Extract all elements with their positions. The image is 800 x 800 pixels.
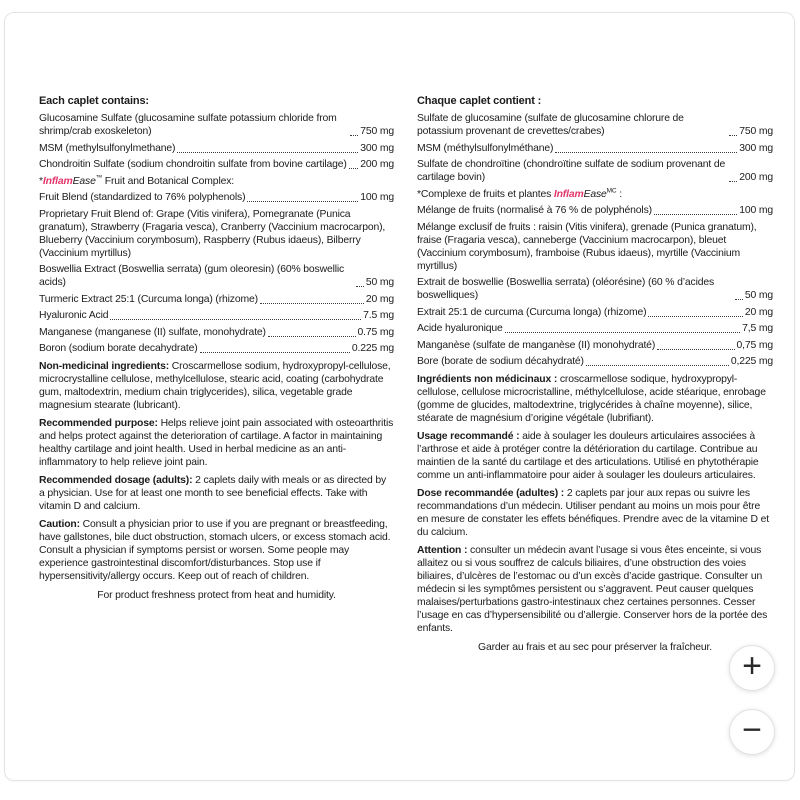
paragraph-text: 2 caplets daily with meals or as directed by a physician. Use for at least one month to see beneficial effects. Take with vitamin D and calcium.	[39, 475, 387, 512]
brand-inflam: Inflam	[42, 175, 73, 187]
ingredient-name: Sulfate de chondroïtine (chondroïtine sulfate de sodium provenant de cartilage bovin)	[417, 159, 726, 183]
ingredient-name: MSM (methylsulfonylmethane)	[39, 142, 176, 154]
paragraph-purpose	[417, 430, 773, 482]
column-heading-en: Each caplet contains:	[39, 95, 149, 107]
paragraph-text: Croscarmellose sodium, hydroxypropyl-cellulose, microcrystalline cellulose, methylcellulose, stearic acid, coating (carbohydrate gum, maltodextrin, medium chain triglycerides), silica, vegetable grade magnesium stearate (lubricant).	[39, 361, 391, 411]
dot-leader	[555, 152, 737, 153]
paragraph-dosage	[39, 474, 394, 513]
ingredient-row	[417, 339, 773, 352]
dot-leader	[356, 286, 364, 287]
ingredient-row	[417, 276, 773, 302]
ingredient-name: Boron (sodium borate decahydrate)	[39, 343, 198, 354]
trademark-mark: MC	[606, 187, 617, 195]
proprietary-blend-text: Proprietary Fruit Blend of: Grape (Vitis vinifera), Pomegranate (Punica granatum), Strawberry (Fragaria vesca), Cranberry (Vaccinium macrocarpon), Blueberry (Vaccinium corymbosum), Raspberry (Rubus idaeus), Bilberry (Vaccinium myrtillus)	[39, 208, 386, 259]
paragraph-caution	[417, 544, 773, 635]
ingredient-name: Chondroitin Sulfate (sodium chondroitin sulfate from bovine cartilage)	[39, 159, 347, 170]
dot-leader	[657, 349, 734, 350]
complex-prefix: *	[39, 175, 43, 187]
ingredient-row	[39, 326, 394, 339]
ingredient-value: 750 mg	[739, 126, 773, 137]
dot-leader	[110, 319, 361, 320]
complex-rest: :	[616, 188, 622, 200]
dot-leader	[648, 316, 742, 317]
column-heading-fr: Chaque caplet contient :	[417, 95, 542, 107]
dot-leader	[350, 135, 358, 136]
dot-leader	[735, 299, 743, 300]
paragraph-dosage	[417, 487, 773, 539]
ingredient-value: 100 mg	[360, 192, 394, 203]
ingredient-name: Manganese (manganese (II) sulfate, monohydrate)	[39, 326, 266, 338]
paragraph-label: Attention :	[417, 545, 468, 556]
french-column	[417, 95, 773, 654]
ingredient-value: 0,225 mg	[730, 356, 773, 367]
paragraph-text: aide à soulager les douleurs articulaires associées à l’arthrose et aide à protéger contre la détérioration du cartilage. Contribue au maintien de la santé du cartilage et des articulations. Utilisé en phytothérapie comme un anti-inflammatoire pour aider à soulager les douleurs articulaires.	[417, 431, 759, 481]
ingredient-name: Sulfate de glucosamine (sulfate de glucosamine chlorure de potassium provenant de crevettes/crabes)	[417, 113, 684, 137]
paragraph-label: Recommended dosage (adults):	[39, 475, 193, 486]
ingredient-name: Fruit Blend (standardized to 76% polyphenols)	[39, 192, 246, 203]
ingredient-row	[39, 142, 394, 155]
ingredient-name: Glucosamine Sulfate (glucosamine sulfate potassium chloride from shrimp/crab exoskeleton)	[39, 113, 337, 137]
paragraph-text: Helps relieve joint pain associated with osteoarthritis and helps protect against the deterioration of cartilage. A factor in maintaining healthy cartilage and joint health. Used in herbal medicine as an anti-inflammatory to help relieve joint pain.	[39, 418, 394, 468]
paragraph-nonmedicinal	[39, 360, 394, 412]
paragraph-label: Ingrédients non médicinaux :	[417, 374, 558, 385]
ingredient-value: 100 mg	[739, 205, 773, 216]
ingredient-row	[39, 191, 394, 204]
ingredient-row	[417, 158, 773, 184]
freshness-note-en: For product freshness protect from heat and humidity.	[97, 590, 336, 601]
dot-leader	[729, 135, 737, 136]
ingredient-row	[39, 112, 394, 138]
dot-leader	[654, 214, 737, 215]
ingredient-row	[417, 204, 773, 217]
ingredient-row	[39, 158, 394, 171]
ingredient-row	[39, 263, 394, 289]
ingredient-name: Hyaluronic Acid	[39, 310, 109, 321]
ingredient-value: 7,5 mg	[742, 323, 773, 334]
dot-leader	[729, 181, 737, 182]
ingredient-name: Mélange de fruits (normalisé à 76 % de polyphénols)	[417, 205, 652, 216]
ingredient-name: Boswellia Extract (Boswellia serrata) (gum oleoresin) (60% boswellic acids)	[39, 264, 345, 288]
dot-leader	[177, 152, 358, 153]
label-image-card	[4, 12, 795, 781]
ingredient-value: 7.5 mg	[363, 310, 394, 321]
ingredient-name: MSM (méthylsulfonylméthane)	[417, 142, 554, 154]
plus-icon: +	[742, 647, 762, 685]
zoom-in-button[interactable]	[729, 645, 775, 691]
ingredient-name: Manganèse (sulfate de manganèse (II) monohydraté)	[417, 339, 656, 351]
ingredient-row	[39, 293, 394, 306]
dot-leader	[505, 332, 740, 333]
ingredient-row	[39, 342, 394, 355]
dot-leader	[586, 365, 729, 366]
brand-inflam: Inflam	[553, 188, 584, 200]
paragraph-label: Usage recommandé :	[417, 431, 520, 442]
ingredient-value: 0,75 mg	[736, 339, 773, 351]
paragraph-label: Caution:	[39, 519, 80, 530]
paragraph-text: croscarmellose sodique, hydroxypropyl-cellulose, cellulose microcristalline, méthylcellulose, acide stéarique, enrobage (gomme de glucides, maltodextrine, triglycérides à chaîne moyenne), silice, stéarate de magnésium d’origine végétale (lubrifiant).	[417, 374, 766, 424]
ingredient-value: 300 mg	[739, 142, 773, 154]
paragraph-nonmedicinal	[417, 373, 773, 425]
ingredient-name: Extrait 25:1 de curcuma (Curcuma longa) (rhizome)	[417, 306, 647, 318]
paragraph-label: Recommended purpose:	[39, 418, 158, 429]
ingredient-row	[39, 309, 394, 322]
paragraph-label: Non-medicinal ingredients:	[39, 361, 170, 372]
dot-leader	[200, 352, 350, 353]
complex-prefix: *Complexe de fruits et plantes	[417, 188, 554, 200]
ingredient-value: 200 mg	[360, 159, 394, 170]
paragraph-text: 2 caplets par jour aux repas ou suivre les recommandations d’un médecin. Utiliser pendant au moins un mois pour être en mesure de constater les effets bénéfiques. Prendre avec de la vitamine D et du calcium.	[417, 488, 769, 538]
dot-leader	[260, 303, 364, 304]
inflamease-complex-line	[417, 188, 773, 201]
supplement-label	[39, 95, 773, 654]
brand-ease: Ease	[72, 175, 96, 187]
ingredient-name: Turmeric Extract 25:1 (Curcuma longa) (rhizome)	[39, 293, 258, 305]
paragraph-label: Dose recommandée (adultes) :	[417, 488, 565, 499]
ingredient-value: 200 mg	[739, 172, 773, 183]
brand-ease: Ease	[583, 188, 607, 200]
ingredient-value: 20 mg	[744, 306, 773, 318]
ingredient-row	[417, 355, 773, 368]
dot-leader	[268, 336, 356, 337]
ingredient-name: Bore (borate de sodium décahydraté)	[417, 356, 584, 367]
ingredient-row	[417, 112, 773, 138]
dot-leader	[247, 201, 358, 202]
proprietary-blend-text: Mélange exclusif de fruits : raisin (Vitis vinifera), grenade (Punica granatum), fraise (Fragaria vesca), canneberge (Vaccinium macrocarpon), bleuet (Vaccinium corymbosum), framboise (Rubus idaeus), myrtille (Vaccinium myrtillus)	[417, 221, 757, 272]
paragraph-purpose	[39, 417, 394, 469]
freshness-note-fr: Garder au frais et au sec pour préserver la fraîcheur.	[478, 642, 712, 653]
minus-icon: −	[742, 711, 762, 749]
ingredient-row	[417, 142, 773, 155]
trademark-mark: ™	[95, 174, 103, 182]
complex-rest: Fruit and Botanical Complex:	[102, 175, 235, 187]
ingredient-value: 300 mg	[360, 142, 394, 154]
paragraph-text: Consult a physician prior to use if you are pregnant or breastfeeding, have gallstones, bile duct obstruction, stomach ulcers, or excess stomach acid. Consult a physician if symptoms persist or worsen. Some people may experience gastrointestinal discomfort/disturbances. Stop use if hypersensitivity/allergy occurs. Keep out of reach of children.	[39, 519, 391, 582]
ingredient-value: 0.225 mg	[351, 343, 394, 354]
dot-leader	[349, 168, 359, 169]
ingredient-value: 50 mg	[744, 290, 773, 301]
inflamease-complex-line	[39, 175, 394, 188]
english-column	[39, 95, 394, 654]
ingredient-row	[417, 306, 773, 319]
paragraph-text: consulter un médecin avant l’usage si vous êtes enceinte, si vous allaitez ou si vous souffrez de calculs biliaires, d’une obstruction des voies biliaires, d’ulcères de l’estomac ou d’un excès d’acide gastrique. Consulter un médecin si les symptômes persistent ou s’aggravent. Peut causer quelques malaises/perturbations gastro-intestinaux chez certaines personnes. Cesser l’usage en cas d’hypersensibilité ou d’allergie. Conserver hors de la portée des enfants.	[417, 545, 768, 634]
ingredient-value: 50 mg	[365, 277, 394, 288]
zoom-out-button[interactable]	[729, 709, 775, 755]
ingredient-value: 750 mg	[360, 126, 394, 137]
paragraph-caution	[39, 518, 394, 583]
ingredient-value: 0.75 mg	[357, 326, 394, 338]
ingredient-name: Extrait de boswellie (Boswellia serrata) (oléorésine) (60 % d’acides boswelliques)	[417, 277, 715, 301]
ingredient-row	[417, 322, 773, 335]
ingredient-value: 20 mg	[365, 293, 394, 305]
ingredient-name: Acide hyaluronique	[417, 323, 503, 334]
